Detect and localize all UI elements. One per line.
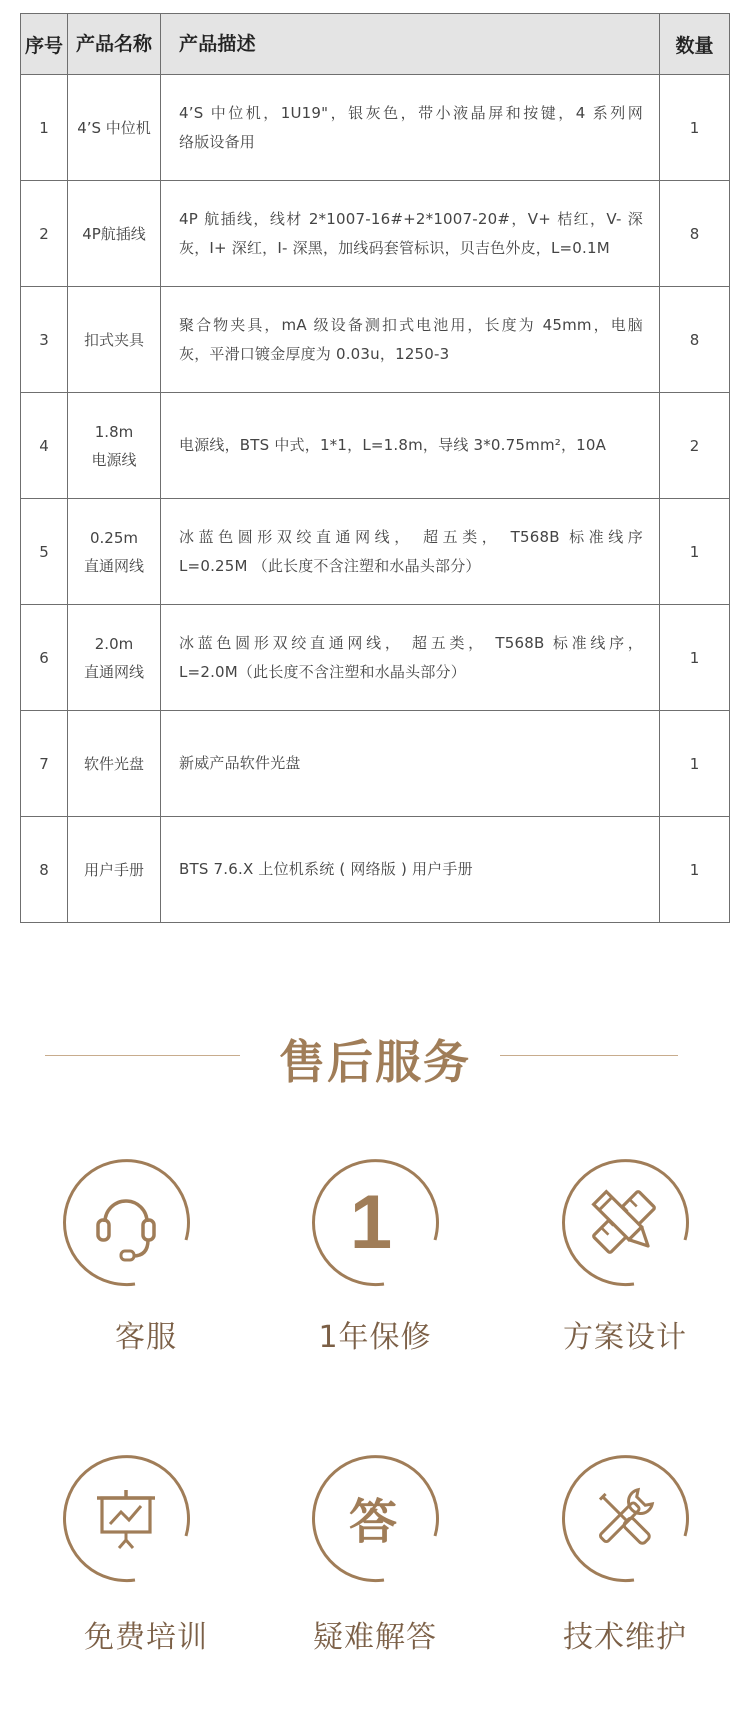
cell-name — [68, 817, 161, 923]
desc-line: L=2.0M（此长度不含注塑和水晶头部分） — [179, 662, 466, 681]
name-line: 2.0m — [94, 634, 134, 653]
desc-line: 灰，平滑口镀金厚度为 0.03u，1250-3 — [179, 344, 450, 363]
cell-name — [68, 605, 161, 711]
cell-qty: 1 — [660, 605, 730, 711]
presentation-board-icon — [55, 1448, 197, 1590]
cell-no: 4 — [21, 393, 68, 499]
product-list-table — [20, 13, 730, 923]
cell-name — [68, 181, 161, 287]
service-label: 技术维护 — [563, 1620, 687, 1655]
name-line: 电源线 — [91, 450, 137, 469]
cell-qty: 8 — [660, 181, 730, 287]
name-line: 4’S 中位机 — [77, 118, 151, 137]
tools-icon — [554, 1448, 696, 1590]
table-row — [21, 75, 730, 181]
table-row — [21, 711, 730, 817]
cell-desc — [161, 393, 660, 499]
service-circle — [304, 1448, 446, 1590]
desc-line: 灰，I+ 深红，I- 深黑，加线码套管标识，贝吉色外皮，L=0.1M — [179, 238, 610, 257]
name-line: 4P航插线 — [82, 224, 146, 243]
table-row — [21, 287, 730, 393]
desc-line: 电源线，BTS 中式，1*1，L=1.8m，导线 3*0.75mm²，10A — [179, 436, 607, 454]
cell-desc — [161, 181, 660, 287]
header-qty: 数量 — [660, 14, 730, 75]
headset-icon — [55, 1152, 197, 1294]
cell-no: 2 — [21, 181, 68, 287]
cell-desc — [161, 817, 660, 923]
table-body — [21, 75, 730, 923]
product-list-table-wrap — [20, 13, 730, 923]
cell-desc — [161, 287, 660, 393]
cell-desc — [161, 499, 660, 605]
table-row — [21, 181, 730, 287]
name-line: 0.25m — [89, 528, 138, 547]
cell-no: 1 — [21, 75, 68, 181]
cell-qty: 1 — [660, 499, 730, 605]
desc-line: 聚合物夹具，mA 级设备测扣式电池用，长度为 45mm，电脑 — [179, 315, 643, 334]
cell-name — [68, 287, 161, 393]
table-row — [21, 393, 730, 499]
name-line: 软件光盘 — [83, 754, 144, 773]
name-line: 1.8m — [94, 422, 134, 441]
service-label: 1年保修 — [318, 1320, 432, 1355]
desc-line: 4’S 中位机，1U19"，银灰色，带小液晶屏和按键，4 系列网 — [179, 103, 643, 122]
desc-line: BTS 7.6.X 上位机系统 ( 网络版 ) 用户手册 — [179, 860, 473, 878]
header-no: 序号 — [21, 14, 68, 75]
desc-line: 络版设备用 — [179, 132, 256, 151]
header-desc: 产品描述 — [161, 14, 660, 75]
svg-text:答: 答 — [348, 1494, 398, 1550]
cell-qty: 1 — [660, 75, 730, 181]
number-one-icon — [304, 1152, 446, 1294]
cell-name — [68, 75, 161, 181]
desc-line: 冰蓝色圆形双绞直通网线， 超五类， T568B 标准线序， — [179, 633, 643, 652]
cell-no: 8 — [21, 817, 68, 923]
cell-desc — [161, 711, 660, 817]
cell-name — [68, 499, 161, 605]
table-row — [21, 817, 730, 923]
name-line: 直通网线 — [83, 556, 144, 575]
cell-no: 5 — [21, 499, 68, 605]
cell-no: 7 — [21, 711, 68, 817]
service-label: 疑难解答 — [313, 1620, 437, 1655]
answer-character-icon — [304, 1448, 446, 1590]
desc-line: 冰蓝色圆形双绞直通网线， 超五类， T568B 标准线序 — [179, 527, 643, 546]
desc-line: 4P 航插线，线材 2*1007-16#+2*1007-20#，V+ 桔红，V- 深 — [179, 209, 643, 228]
cell-name — [68, 393, 161, 499]
section-title: 售后服务 — [279, 1035, 471, 1089]
name-line: 扣式夹具 — [83, 330, 144, 349]
cell-qty: 2 — [660, 393, 730, 499]
header-divider-right — [500, 1055, 678, 1056]
table-header-row — [21, 14, 730, 75]
service-circle — [304, 1152, 446, 1294]
pencil-ruler-icon — [554, 1152, 696, 1294]
table-row — [21, 605, 730, 711]
cell-no: 6 — [21, 605, 68, 711]
cell-qty: 1 — [660, 817, 730, 923]
service-circle — [55, 1152, 197, 1294]
cell-qty: 1 — [660, 711, 730, 817]
service-label: 客服 — [115, 1320, 177, 1355]
desc-line: 新威产品软件光盘 — [179, 754, 301, 772]
cell-name — [68, 711, 161, 817]
cell-desc — [161, 605, 660, 711]
after-sales-header — [0, 1018, 750, 1088]
name-line: 用户手册 — [83, 860, 144, 879]
service-circle — [554, 1448, 696, 1590]
svg-text:1: 1 — [349, 1180, 393, 1265]
table-row — [21, 499, 730, 605]
desc-line: L=0.25M （此长度不含注塑和水晶头部分） — [179, 556, 481, 575]
service-circle — [55, 1448, 197, 1590]
cell-no: 3 — [21, 287, 68, 393]
name-line: 直通网线 — [83, 662, 144, 681]
service-circle — [554, 1152, 696, 1294]
service-label: 方案设计 — [563, 1320, 687, 1355]
service-label: 免费培训 — [84, 1620, 208, 1655]
cell-desc — [161, 75, 660, 181]
cell-qty: 8 — [660, 287, 730, 393]
header-name: 产品名称 — [68, 14, 161, 75]
